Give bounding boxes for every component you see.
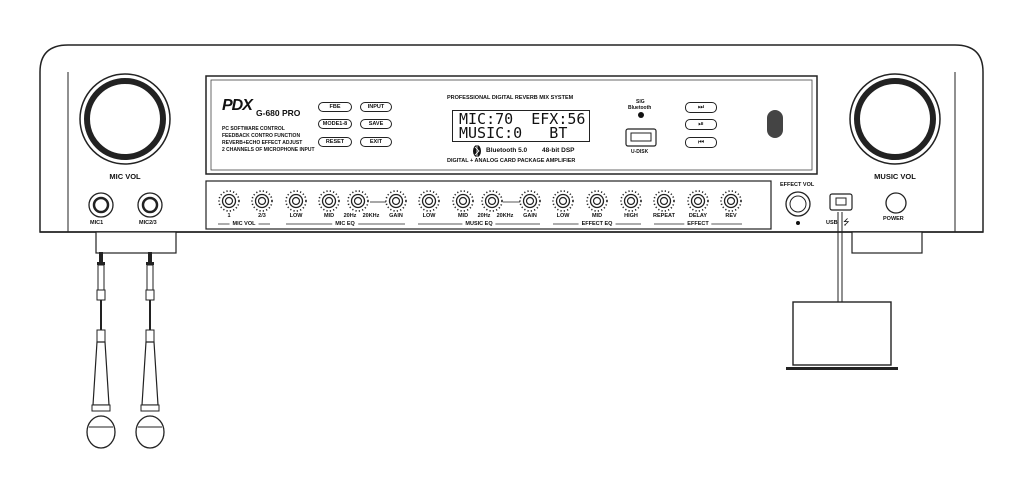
prev-button[interactable]: ⏮ [685,137,717,148]
knob-label: 20KHz [496,213,514,219]
knob-label: MID [323,213,335,219]
lcd-line-2: MUSIC:0 BT [459,124,568,142]
sig-label: SIG [636,99,645,105]
fbe-button[interactable]: FBE [318,102,352,112]
eq-knob[interactable] [386,191,406,211]
dsp-spec: 48-bit DSP [542,147,575,154]
input-button[interactable]: INPUT [360,102,392,112]
eq-knob[interactable] [419,191,439,211]
eq-knob[interactable] [252,191,272,211]
knob-label: DELAY [688,213,708,219]
knob-label: MID [457,213,469,219]
usb-symbol-icon: ⭍ [843,218,850,227]
eq-knob[interactable] [688,191,708,211]
save-button[interactable]: SAVE [360,119,392,129]
bluetooth-indicator-label: Bluetooth [628,105,652,111]
feature-1: PC SOFTWARE CONTROL [222,126,285,132]
eq-knob[interactable] [587,191,607,211]
knob-label: HIGH [624,213,638,219]
power-label: POWER [883,216,904,222]
brand-logo: PDX [222,97,252,114]
next-button[interactable]: ⏭ [685,102,717,113]
eq-knob[interactable] [286,191,306,211]
knob-label: REPEAT [653,213,675,219]
eq-knob[interactable] [348,191,368,211]
section-effect-eq: EFFECT EQ [579,221,616,227]
model-name: G-680 PRO [256,108,301,118]
section-mic-vol: MIC VOL [230,221,259,227]
display-header: PROFESSIONAL DIGITAL REVERB MIX SYSTEM [447,95,574,101]
mic-vol-label: MIC VOL [109,172,141,181]
play-pause-button[interactable]: ⏯ [685,119,717,130]
eq-knob[interactable] [453,191,473,211]
udisk-label: U-DISK [631,149,649,155]
mic23-label: MIC2/3 [139,220,157,226]
eq-knob[interactable] [482,191,502,211]
bluetooth-version: Bluetooth 5.0 [486,147,528,154]
knob-label: 1 [227,213,231,219]
eq-knob[interactable] [721,191,741,211]
lcd-display [452,110,590,142]
eq-knob[interactable] [654,191,674,211]
lcd-line-1: MIC:70 EFX:56 [459,110,586,128]
knob-label: 2/3 [258,213,266,219]
knob-label: MID [591,213,603,219]
knob-label: REV [725,213,737,219]
feature-4: 2 CHANNELS OF MICROPHONE INPUT [222,147,315,153]
feature-3: REVERB+ECHO EFFECT ADJUST [222,140,303,146]
knob-label: 20KHz [362,213,380,219]
knob-label: GAIN [523,213,537,219]
usb-label: USB [826,220,838,226]
eq-knob[interactable] [553,191,573,211]
eq-knob[interactable] [520,191,540,211]
mic1-label: MIC1 [90,220,104,226]
exit-button[interactable]: EXIT [360,137,392,147]
section-mic-eq: MIC EQ [332,221,358,227]
section-effect: EFFECT [684,221,711,227]
section-music-eq: MUSIC EQ [462,221,495,227]
knob-label: LOW [556,213,570,219]
knob-label: 20Hz [477,213,491,219]
eq-knob[interactable] [219,191,239,211]
effect-vol-label: EFFECT VOL [780,182,815,188]
eq-knob[interactable] [319,191,339,211]
knob-label: 20Hz [343,213,357,219]
eq-knob[interactable] [621,191,641,211]
music-vol-label: MUSIC VOL [874,172,916,181]
knob-label: LOW [422,213,436,219]
reset-button[interactable]: RESET [318,137,352,147]
knob-label: GAIN [389,213,403,219]
display-subtitle: DIGITAL + ANALOG CARD PACKAGE AMPLIFIER [447,158,576,164]
feature-2: FEEDBACK CONTRO FUNCTION [222,133,301,139]
knob-label: LOW [289,213,303,219]
mode-button[interactable]: MODE1-8 [318,119,352,129]
